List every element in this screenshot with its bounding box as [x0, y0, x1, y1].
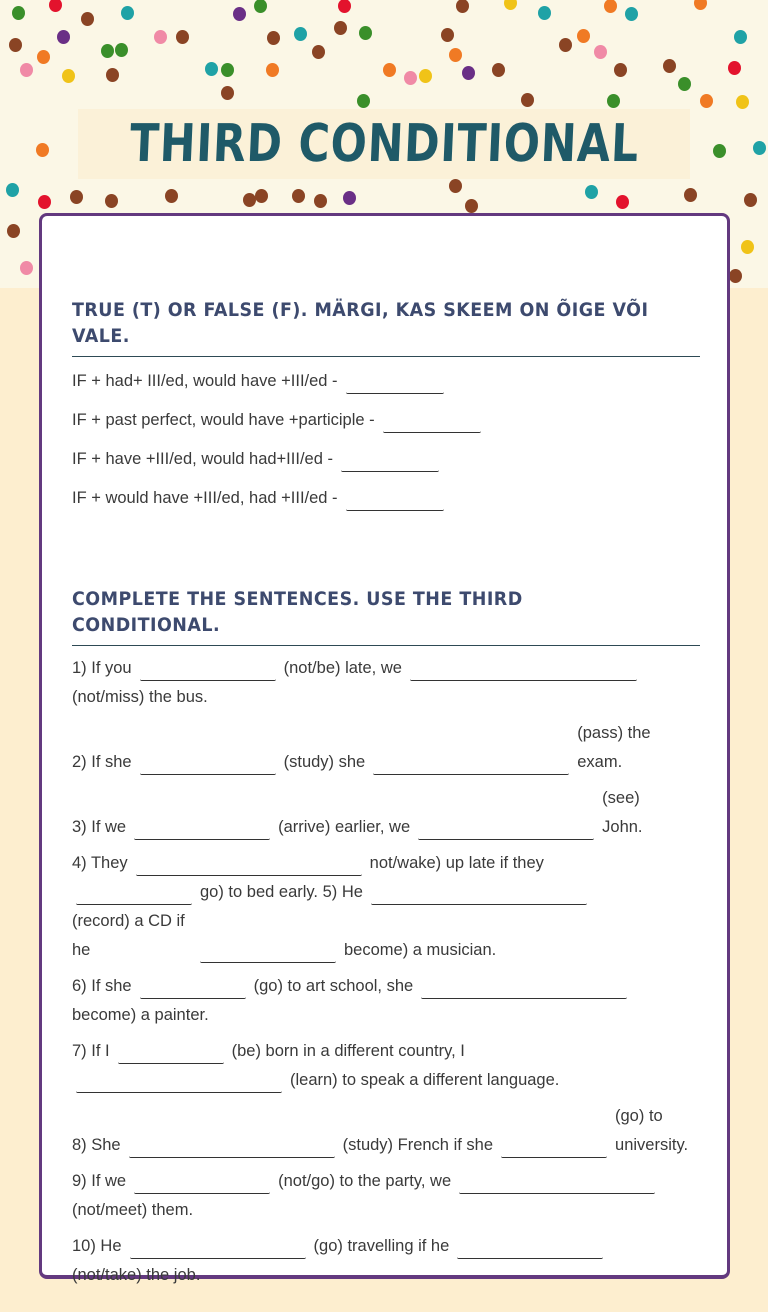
- decorative-dot: [625, 7, 638, 21]
- decorative-dot: [404, 71, 417, 85]
- decorative-dot: [7, 224, 20, 238]
- decorative-dot: [106, 68, 119, 82]
- sentence-text: (go) to art school, she: [253, 977, 414, 995]
- decorative-dot: [678, 77, 691, 91]
- answer-blank[interactable]: [200, 943, 336, 963]
- decorative-dot: [101, 44, 114, 58]
- complete-sentences-section: [72, 586, 700, 1290]
- tf-item: [72, 406, 700, 435]
- sentence-text: (see) John.: [602, 789, 643, 836]
- sentence-item: [72, 972, 700, 1030]
- tf-item: [72, 445, 700, 474]
- sentence-item: [72, 784, 700, 842]
- answer-blank[interactable]: [76, 885, 192, 905]
- decorative-dot: [684, 188, 697, 202]
- decorative-dot: [614, 63, 627, 77]
- decorative-dot: [441, 28, 454, 42]
- decorative-dot: [736, 95, 749, 109]
- answer-blank[interactable]: [459, 1174, 655, 1194]
- sentence-text: (not/be) late, we: [283, 659, 402, 677]
- decorative-dot: [20, 261, 33, 275]
- decorative-dot: [713, 144, 726, 158]
- sentence-text: (record) a CD if he: [72, 912, 185, 959]
- decorative-dot: [37, 50, 50, 64]
- answer-blank[interactable]: [421, 979, 627, 999]
- section-divider: [72, 356, 700, 357]
- decorative-dot: [312, 45, 325, 59]
- sentence-text: (go) to university.: [615, 1107, 689, 1154]
- answer-blank[interactable]: [136, 856, 362, 876]
- tf-item-text: IF + had+ III/ed, would have +III/ed -: [72, 372, 338, 390]
- decorative-dot: [20, 63, 33, 77]
- decorative-dot: [607, 94, 620, 108]
- decorative-dot: [559, 38, 572, 52]
- sentence-text: go) to bed early. 5) He: [200, 883, 363, 901]
- answer-blank[interactable]: [373, 755, 569, 775]
- answer-blank[interactable]: [341, 452, 439, 472]
- decorative-dot: [105, 194, 118, 208]
- sentence-text: 6) If she: [72, 977, 132, 995]
- decorative-dot: [359, 26, 372, 40]
- sentence-item: [72, 1102, 700, 1160]
- decorative-dot: [221, 63, 234, 77]
- sentence-text: 7) If I: [72, 1042, 110, 1060]
- decorative-dot: [419, 69, 432, 83]
- sentence-text: (not/miss) the bus.: [72, 688, 208, 706]
- answer-blank[interactable]: [501, 1138, 607, 1158]
- decorative-dot: [729, 269, 742, 283]
- sentence-text: 1) If you: [72, 659, 132, 677]
- decorative-dot: [6, 183, 19, 197]
- decorative-dot: [81, 12, 94, 26]
- sentence-text: (not/take) the job.: [72, 1266, 201, 1284]
- sentence-text: (study) she: [283, 753, 366, 771]
- decorative-dot: [70, 190, 83, 204]
- sentence-text: 3) If we: [72, 818, 127, 836]
- section-heading-complete-sentences: COMPLETE THE SENTENCES. USE THE THIRD CONDITIONAL.: [72, 588, 523, 636]
- sentence-text: not/wake) up late if they: [369, 854, 544, 872]
- decorative-dot: [62, 69, 75, 83]
- decorative-dot: [334, 21, 347, 35]
- decorative-dot: [115, 43, 128, 57]
- decorative-dot: [9, 38, 22, 52]
- decorative-dot: [38, 195, 51, 209]
- decorative-dot: [49, 0, 62, 12]
- decorative-dot: [456, 0, 469, 13]
- tf-item-text: IF + would have +III/ed, had +III/ed -: [72, 489, 338, 507]
- decorative-dot: [176, 30, 189, 44]
- decorative-dot: [492, 63, 505, 77]
- decorative-dot: [449, 48, 462, 62]
- sentence-text: (not/go) to the party, we: [278, 1172, 452, 1190]
- tf-item: [72, 484, 700, 513]
- sentence-text: 9) If we: [72, 1172, 127, 1190]
- decorative-dot: [343, 191, 356, 205]
- decorative-dot: [465, 199, 478, 213]
- answer-blank[interactable]: [410, 661, 637, 681]
- decorative-dot: [383, 63, 396, 77]
- decorative-dot: [741, 240, 754, 254]
- worksheet-card: [39, 213, 730, 1284]
- sentence-text: (study) French if she: [342, 1136, 494, 1154]
- tf-item-text: IF + have +III/ed, would had+III/ed -: [72, 450, 333, 468]
- sentence-item: [72, 1232, 700, 1290]
- decorative-dot: [504, 0, 517, 10]
- section-divider: [72, 645, 700, 646]
- title-banner: [78, 109, 690, 179]
- sentence-text: (not/meet) them.: [72, 1201, 194, 1219]
- sentence-item: [72, 1037, 700, 1095]
- decorative-dot: [266, 63, 279, 77]
- section-heading-true-false: TRUE (T) OR FALSE (F). MÄRGI, KAS SKEEM ON ÕIGE VÕI VALE.: [72, 299, 649, 347]
- decorative-dot: [734, 30, 747, 44]
- decorative-dot: [314, 194, 327, 208]
- answer-blank[interactable]: [418, 820, 594, 840]
- sentence-text: (arrive) earlier, we: [278, 818, 411, 836]
- tf-item-text: IF + past perfect, would have +participle -: [72, 411, 375, 429]
- decorative-dot: [254, 0, 267, 13]
- sentence-text: (learn) to speak a different language.: [290, 1071, 560, 1089]
- decorative-dot: [255, 189, 268, 203]
- decorative-dot: [12, 6, 25, 20]
- page-title: THIRD CONDITIONAL: [128, 114, 640, 174]
- sentence-item: [72, 1167, 700, 1225]
- sentence-item: [72, 719, 700, 777]
- answer-blank[interactable]: [371, 885, 587, 905]
- decorative-dot: [449, 179, 462, 193]
- decorative-dot: [36, 143, 49, 157]
- answer-blank[interactable]: [383, 413, 481, 433]
- answer-blank[interactable]: [346, 491, 444, 511]
- decorative-dot: [700, 94, 713, 108]
- answer-blank[interactable]: [346, 374, 444, 394]
- sentence-item: [72, 849, 700, 965]
- decorative-dot: [205, 62, 218, 76]
- sentence-text: 8) She: [72, 1136, 121, 1154]
- answer-blank[interactable]: [134, 820, 270, 840]
- decorative-dot: [338, 0, 351, 13]
- answer-blank[interactable]: [140, 979, 246, 999]
- decorative-dot: [221, 86, 234, 100]
- decorative-dot: [616, 195, 629, 209]
- answer-blank[interactable]: [130, 1239, 306, 1259]
- decorative-dot: [165, 189, 178, 203]
- decorative-dot: [585, 185, 598, 199]
- decorative-dot: [57, 30, 70, 44]
- answer-blank[interactable]: [134, 1174, 270, 1194]
- sentence-text: 4) They: [72, 854, 128, 872]
- decorative-dot: [357, 94, 370, 108]
- decorative-dot: [728, 61, 741, 75]
- decorative-dot: [744, 193, 757, 207]
- answer-blank[interactable]: [129, 1138, 335, 1158]
- decorative-dot: [694, 0, 707, 10]
- decorative-dot: [294, 27, 307, 41]
- sentence-text: (be) born in a different country, I: [231, 1042, 465, 1060]
- answer-blank[interactable]: [457, 1239, 603, 1259]
- decorative-dot: [233, 7, 246, 21]
- answer-blank[interactable]: [76, 1073, 282, 1093]
- true-false-section: [72, 297, 700, 513]
- decorative-dot: [577, 29, 590, 43]
- sentence-text: become) a painter.: [72, 1006, 209, 1024]
- sentence-item: [72, 654, 700, 712]
- sentence-text: 2) If she: [72, 753, 132, 771]
- decorative-dot: [462, 66, 475, 80]
- decorative-dot: [121, 6, 134, 20]
- sentence-text: (go) travelling if he: [313, 1237, 450, 1255]
- decorative-dot: [604, 0, 617, 13]
- decorative-dot: [292, 189, 305, 203]
- answer-blank[interactable]: [140, 661, 276, 681]
- decorative-dot: [594, 45, 607, 59]
- decorative-dot: [753, 141, 766, 155]
- sentence-text: (pass) the exam.: [577, 724, 651, 771]
- answer-blank[interactable]: [118, 1044, 224, 1064]
- answer-blank[interactable]: [140, 755, 276, 775]
- tf-item: [72, 367, 700, 396]
- sentence-text: become) a musician.: [344, 941, 497, 959]
- decorative-dot: [267, 31, 280, 45]
- decorative-dot: [521, 93, 534, 107]
- decorative-dot: [663, 59, 676, 73]
- decorative-dot: [538, 6, 551, 20]
- sentence-text: 10) He: [72, 1237, 122, 1255]
- decorative-dot: [154, 30, 167, 44]
